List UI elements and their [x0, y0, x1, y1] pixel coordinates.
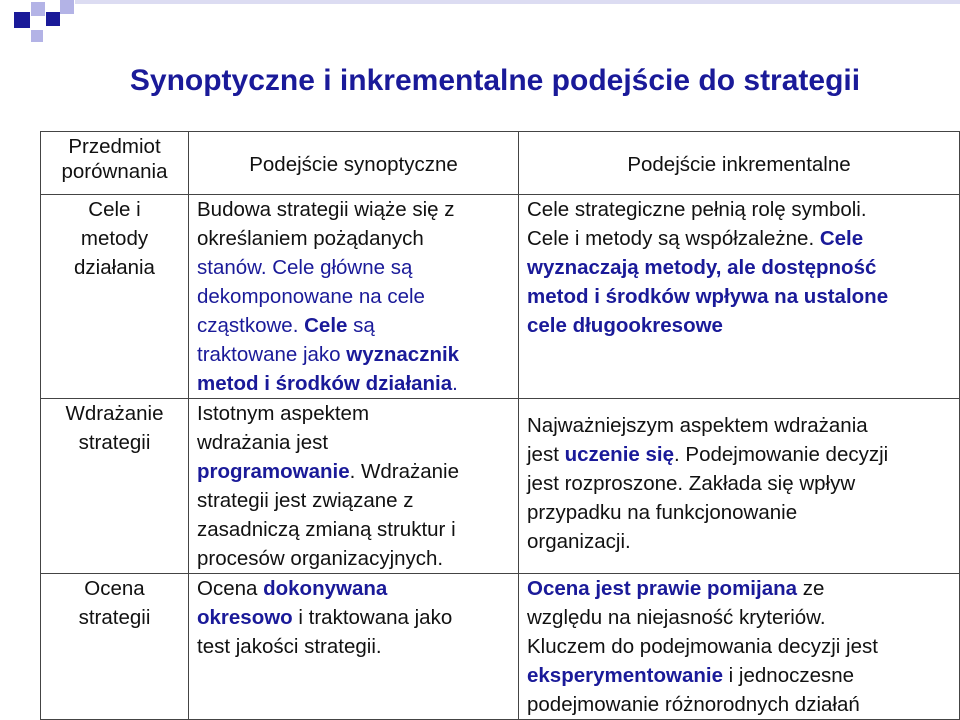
text-line: [197, 195, 514, 224]
text-line: [527, 498, 955, 527]
text-segment: Cele i metody są współzależne.: [527, 227, 820, 250]
incremental-goals: [519, 195, 960, 399]
text-segment: test jakości strategii.: [197, 635, 382, 658]
text-segment: .: [452, 372, 458, 395]
text-segment: jest rozproszone. Zakłada się wpływ: [527, 472, 856, 495]
text-line: [527, 469, 955, 498]
incremental-evaluation: [519, 574, 960, 720]
text-segment: przypadku na funkcjonowanie: [527, 501, 798, 524]
text-line: [197, 632, 514, 661]
square-icon: [75, 0, 960, 4]
text-line: [197, 515, 514, 544]
text-segment: Cele: [819, 227, 864, 250]
table-header-row: [41, 132, 960, 195]
text-line: [197, 603, 514, 632]
text-segment: strategii jest związane z: [197, 489, 414, 512]
text-segment: Istotnym aspektem: [197, 402, 370, 425]
header-criterion: Przedmiot porównania: [41, 132, 189, 195]
table-row: [41, 195, 960, 399]
text-segment: organizacji.: [527, 530, 631, 553]
header-synoptic: Podejście synoptyczne: [189, 132, 519, 195]
text-segment: Ocena: [197, 577, 264, 600]
text-segment: Najważniejszym aspektem wdrażania: [527, 414, 868, 437]
incremental-implementation: [519, 399, 960, 574]
text-segment: programowanie: [197, 460, 350, 483]
text-line: [527, 440, 955, 469]
text-segment: są: [347, 314, 375, 337]
text-line: cele długookresowe: [527, 314, 723, 337]
square-icon: [60, 0, 74, 14]
text-line: [527, 603, 955, 632]
square-icon: [31, 30, 43, 42]
text-segment: i jednoczesne: [722, 664, 855, 687]
text-line: [197, 253, 514, 282]
comparison-table: [40, 131, 960, 720]
text-line: [197, 224, 514, 253]
text-segment: względu na niejasność kryteriów.: [527, 606, 826, 629]
text-segment: ze: [797, 577, 825, 600]
text-line: [527, 195, 955, 224]
text-segment: . Podejmowanie decyzji: [674, 443, 889, 466]
text-line: metod i środków wpływa na ustalone: [527, 285, 889, 308]
text-line: [197, 486, 514, 515]
text-line: [197, 311, 514, 340]
text-line: [527, 527, 955, 556]
text-line: [197, 282, 514, 311]
text-segment: eksperymentowanie: [527, 664, 723, 687]
text-segment: wyznacznik: [346, 343, 460, 366]
criterion-evaluation: Ocena strategii: [41, 574, 189, 720]
slide-title: Synoptyczne i inkrementalne podejście do strategii: [129, 64, 861, 97]
text-line: [527, 411, 955, 440]
table-row: [41, 574, 960, 720]
text-segment: metod i środków działania: [197, 372, 453, 395]
text-line: [197, 457, 514, 486]
text-segment: traktowane jako: [197, 343, 347, 366]
square-icon: [14, 12, 30, 28]
text-line: [527, 224, 955, 253]
text-line: [197, 544, 514, 573]
decorative-squares: [0, 0, 960, 60]
text-line: [527, 574, 955, 603]
header-incremental: Podejście inkrementalne: [519, 132, 960, 195]
text-segment: Budowa strategii wiąże się z: [197, 198, 455, 221]
synoptic-evaluation: [189, 574, 519, 720]
text-line: [197, 369, 514, 398]
text-segment: Ocena jest prawie pomijana: [527, 577, 798, 600]
text-segment: jest: [527, 443, 565, 466]
text-segment: Cele strategiczne pełnią rolę symboli.: [527, 198, 867, 221]
text-line: [527, 690, 955, 719]
square-icon: [31, 2, 45, 16]
text-segment: cząstkowe.: [197, 314, 305, 337]
text-segment: Kluczem do podejmowania decyzji jest: [527, 635, 878, 658]
text-line: [527, 661, 955, 690]
text-segment: zasadniczą zmianą struktur i: [197, 518, 456, 541]
text-segment: stanów. Cele główne są: [197, 256, 413, 279]
synoptic-goals: [189, 195, 519, 399]
text-segment: uczenie się: [564, 443, 674, 466]
text-segment: . Wdrażanie: [349, 460, 460, 483]
criterion-implementation: Wdrażanie strategii: [41, 399, 189, 574]
text-segment: określaniem pożądanych: [197, 227, 424, 250]
table-row: [41, 399, 960, 574]
square-icon: [46, 12, 60, 26]
text-segment: dekomponowane na cele: [197, 285, 425, 308]
text-line: wyznaczają metody, ale dostępność: [527, 256, 877, 279]
text-segment: procesów organizacyjnych.: [197, 547, 444, 570]
text-segment: wdrażania jest: [197, 431, 329, 454]
text-segment: i traktowana jako: [292, 606, 453, 629]
text-line: [527, 632, 955, 661]
text-line: [197, 340, 514, 369]
criterion-goals: Cele i metody działania: [41, 195, 189, 399]
text-line: [197, 428, 514, 457]
text-segment: dokonywana: [263, 577, 388, 600]
text-line: [197, 399, 514, 428]
synoptic-implementation: [189, 399, 519, 574]
text-segment: podejmowanie różnorodnych działań: [527, 693, 860, 716]
text-line: [197, 574, 514, 603]
text-segment: okresowo: [197, 606, 293, 629]
text-segment: Cele: [304, 314, 348, 337]
